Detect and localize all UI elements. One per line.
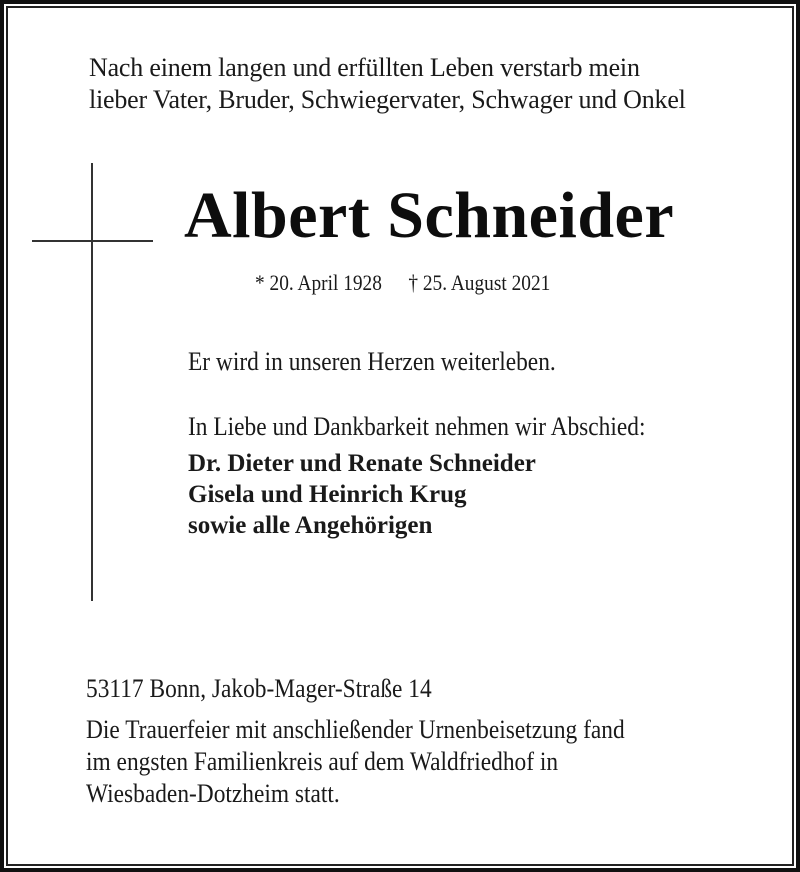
mourner: Dr. Dieter und Renate Schneider — [188, 450, 536, 477]
notice-line: im engsten Familienkreis auf dem Waldfriedhof in — [86, 747, 559, 776]
deceased-name: Albert Schneider — [184, 179, 675, 252]
intro-line: lieber Vater, Bruder, Schwiegervater, Schwager und Onkel — [89, 85, 686, 114]
intro-text — [89, 52, 686, 116]
funeral-notice — [86, 714, 625, 810]
cross-horizontal-bar — [32, 240, 153, 242]
mourners-list — [188, 448, 536, 541]
mourner: Gisela und Heinrich Krug — [188, 481, 467, 508]
notice-line: Die Trauerfeier mit anschließender Urnenbeisetzung fand — [86, 715, 625, 744]
mourner: sowie alle Angehörigen — [188, 512, 433, 539]
farewell-line: In Liebe und Dankbarkeit nehmen wir Abschied: — [188, 412, 646, 441]
life-dates — [255, 268, 550, 298]
birth-date: * 20. April 1928 — [255, 270, 382, 295]
intro-line: Nach einem langen und erfüllten Leben verstarb mein — [89, 53, 640, 82]
death-date: † 25. August 2021 — [408, 270, 551, 295]
cross-vertical-bar — [91, 163, 93, 601]
notice-line: Wiesbaden-Dotzheim statt. — [86, 779, 340, 808]
motto: Er wird in unseren Herzen weiterleben. — [188, 347, 556, 376]
address: 53117 Bonn, Jakob-Mager-Straße 14 — [86, 674, 432, 703]
